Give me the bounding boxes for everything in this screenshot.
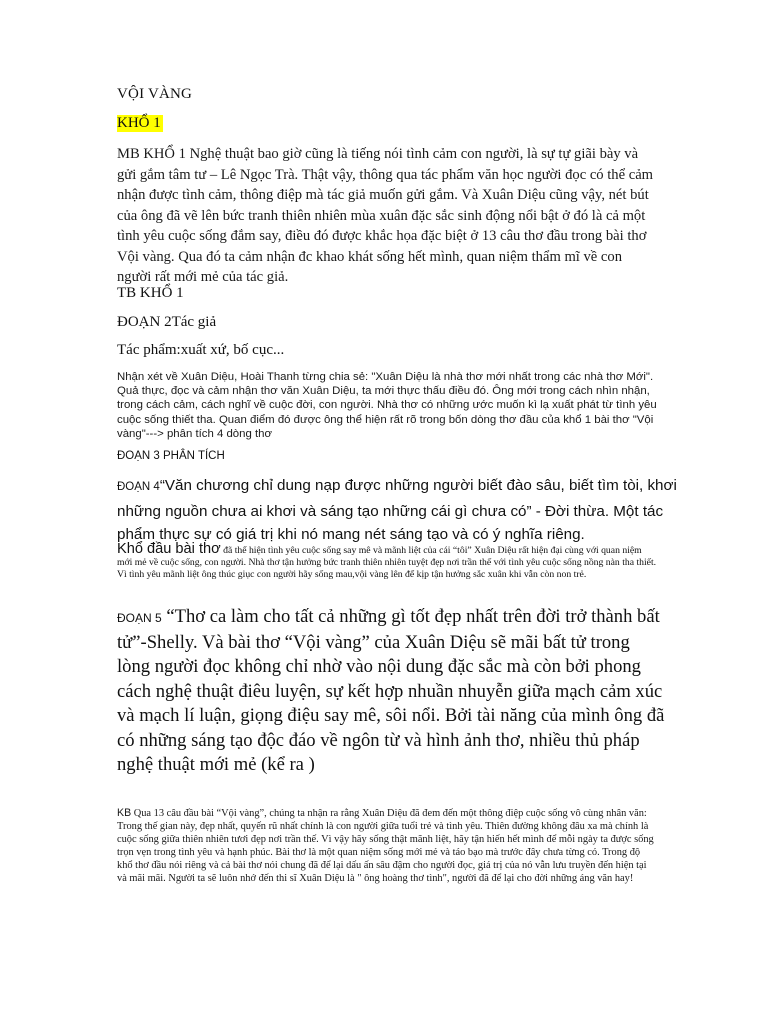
doan3-heading: ĐOẠN 3 PHÂN TÍCH [117, 450, 225, 462]
doan4-quote: “Văn chương chỉ dung nạp được những người biết đào sâu, biết tìm tòi, khơi những nguồn chưa ai khơi và sáng tạo những cái gì chưa có” - Đời thừa. Một tác phẩm thực sự có giá trị khi nó mang nét sáng tạo và có ý nghĩa riêng. [117, 477, 677, 544]
doan5-text: “Thơ ca làm cho tất cả những gì tốt đẹp nhất trên đời trở thành bất tử”-Shelly. Và bài thơ “Vội vàng” của Xuân Diệu sẽ mãi bất tử trong lòng người đọc không chỉ nhờ vào nội dung đặc sắc mà còn bởi phong cách nghệ thuật điêu luyện, sự kết hợp nhuần nhuyễn giữa mạch cảm xúc và mạch lí luận, giọng điệu say mê, sôi nổi. Bởi tài năng của mình ông đã có những sáng tạo độc đáo về ngôn từ và hình ảnh thơ, nhiều thủ pháp nghệ thuật mới mẻ (kể ra ) [117, 606, 665, 775]
kb-paragraph [117, 807, 657, 886]
document-title: VỘI VÀNG [117, 86, 193, 102]
kb-label: KB [117, 807, 132, 819]
tb-heading: TB KHỔ 1 [117, 285, 184, 301]
doan4-detail-paragraph [117, 543, 657, 582]
doan4-label: ĐOẠN 4 [117, 481, 160, 493]
doan4-paragraph [117, 474, 677, 547]
kb-text: Qua 13 câu đầu bài “Vội vàng”, chúng ta nhận ra rằng Xuân Diệu đã đem đến một thông điệp cuộc sống vô cùng nhân văn: Trong thế gian này, đẹp nhất, quyến rũ nhất chính là con người giữa tuổi trẻ và tình yêu. Thiên đường không đâu xa mà chính là cuộc sống giữa thiên nhiên tươi đẹp nơi trần thế. Vì vậy hãy sống thật mãnh liệt, hãy tận hiến hết mình để mỗi ngày ta được sống trọn vẹn trong tình yêu và hạnh phúc. Bài thơ là một quan niệm sống mới mẻ và táo bạo mà trước đây chưa từng có. Trong độ khổ thơ đầu nói riêng và cả bài thơ nói chung đã để lại dấu ấn sâu đậm cho người đọc, giá trị của nó vẫn lưu truyền đến hiện tại và mãi mãi. Người ta sẽ luôn nhớ đến thi sĩ Xuân Diệu là " ông hoàng thơ tình", người đã để lại cho đời những áng văn hay! [117, 808, 654, 885]
doan4-detail-text: đã thể hiện tình yêu cuộc sống say mê và mãnh liệt của cái “tôi” Xuân Diệu rất hiện đại cùng với quan niệm mới mẻ về cuộc sống, con người. Nhà thơ tận hưởng bức tranh thiên nhiên tuyệt đẹp nơi trần thế với tình yêu cuộc sống nồng nàn tha thiết. Vì tình yêu mãnh liệt ông thúc giục con người hãy sống mau,vội vàng lên để kịp tận hưởng sắc xuân khi vẫn còn non trẻ. [117, 545, 657, 581]
kho1-highlighted-heading: KHỔ 1 [117, 115, 161, 131]
mb-paragraph: MB KHỔ 1 Nghệ thuật bao giờ cũng là tiếng nói tình cảm con người, là sự tự giãi bày và gửi gắm tâm tư – Lê Ngọc Trà. Thật vậy, thông qua tác phẩm văn học người đọc có thể cảm nhận được tình cảm, thông điệp mà tác giả muốn gửi gắm. Và Xuân Diệu cũng vậy, nét bút của ông đã vẽ lên bức tranh thiên nhiên mùa xuân đặc sắc sinh động nổi bật ở đó là cả một tình yêu cuộc sống đắm say, điều đó được khắc họa đặc biệt ở 13 câu thơ đầu trong bài thơ Vội vàng. Qua đó ta cảm nhận đc khao khát sống hết mình, quan niệm thẩm mĩ về con người rất mới mẻ của tác giả. [117, 146, 654, 285]
doan5-label: ĐOẠN 5 [117, 611, 162, 625]
doan4-lead: Khổ đầu bài thơ [117, 541, 221, 557]
nhanxet-paragraph: Nhận xét về Xuân Diệu, Hoài Thanh từng chia sẻ: "Xuân Diệu là nhà thơ mới nhất trong các nhà thơ Mới". Quả thực, đọc và cảm nhận thơ văn Xuân Diệu, ta mới thực thấu điều đó. Ông mới trong cách nhìn nhận, trong cách cảm, cách nghĩ về cuộc đời, con người. Nhà thơ có những ước muốn kì lạ xuất phát từ tình yêu cuộc sống thiết tha. Quan điểm đó được ông thể hiện rất rõ trong bốn dòng thơ đầu của khổ 1 bài thơ "Vội vàng"---> phân tích 4 dòng thơ [117, 371, 657, 440]
doan2-heading: ĐOẠN 2Tác giả [117, 314, 217, 330]
tacpham-line: Tác phẩm:xuất xứ, bố cục... [117, 342, 285, 358]
doan5-paragraph [117, 605, 667, 778]
